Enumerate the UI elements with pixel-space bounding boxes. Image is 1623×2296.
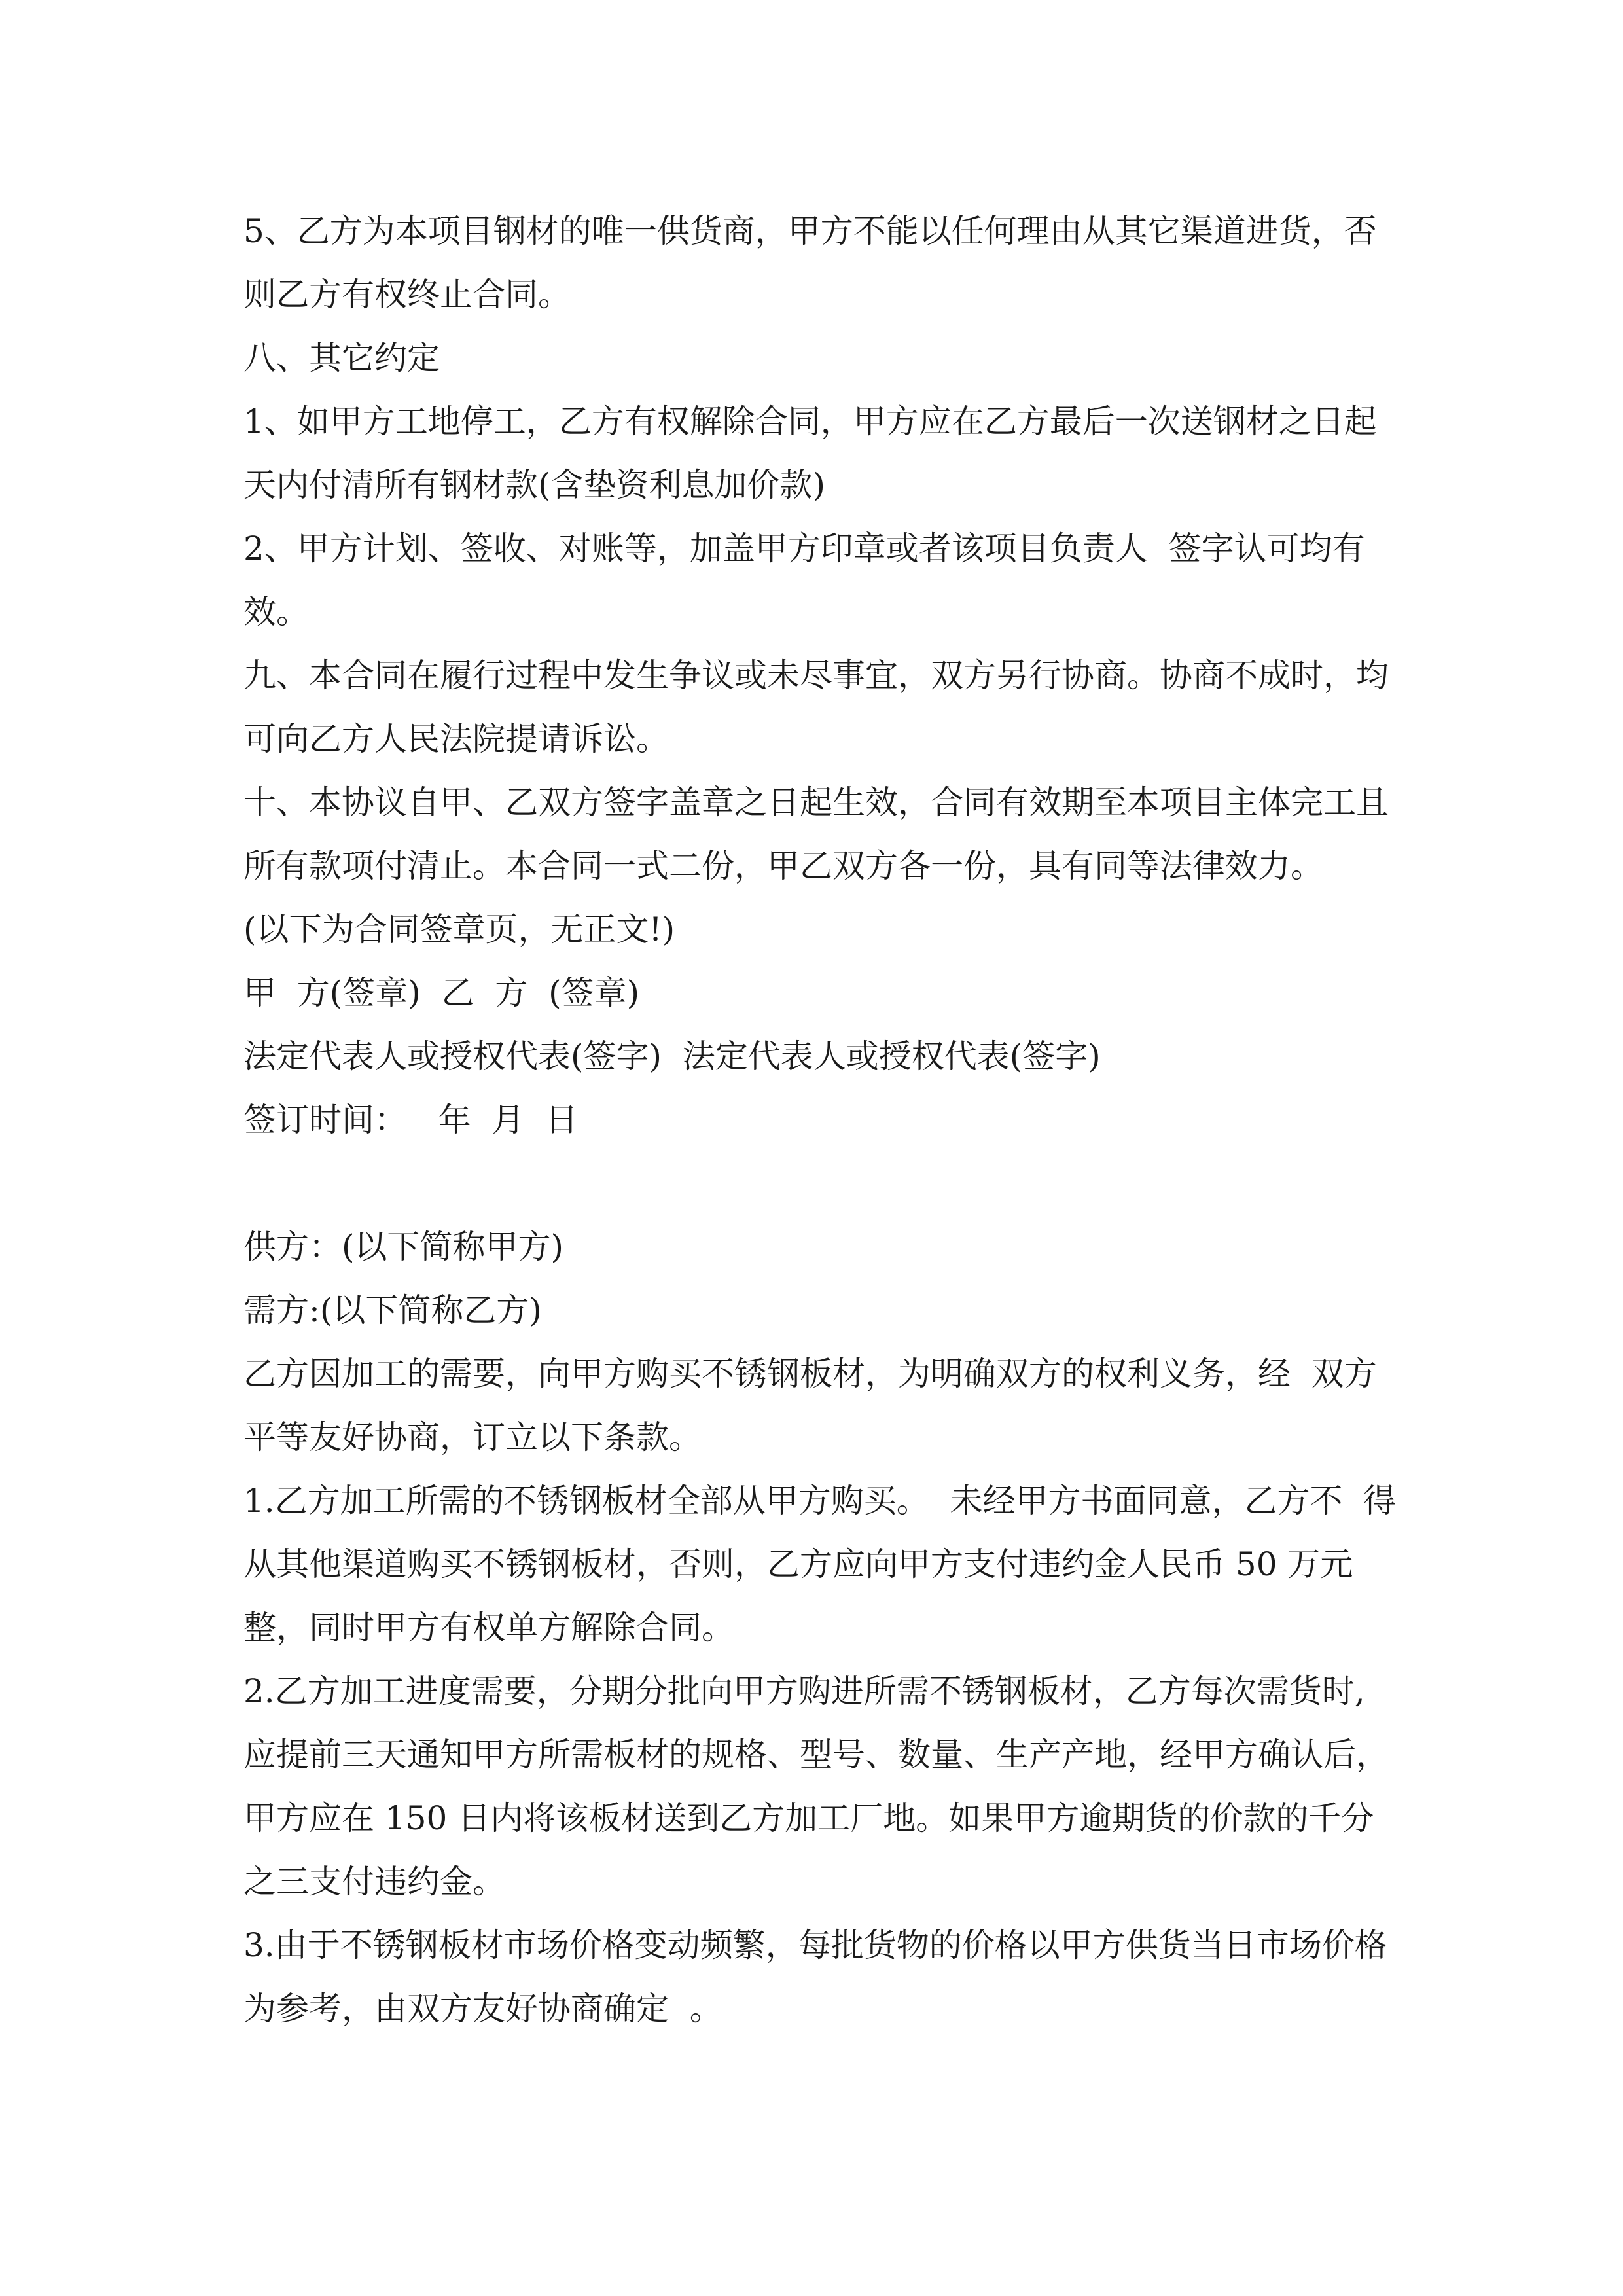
supplier-line: 供方：(以下简称甲方) [243, 1228, 564, 1266]
signature-parties-line: 甲 方(签章) 乙 方 (签章) [243, 974, 640, 1012]
text-line: (以下为合同签章页，无正文!) [243, 910, 675, 948]
text-line: 则乙方有权终止合同。 [243, 276, 571, 314]
signing-date-line: 签订时间： 年 月 日 [243, 1101, 579, 1139]
text-line: 2.乙方加工进度需要，分期分批向甲方购进所需不锈钢板材，乙方每次需货时, [243, 1672, 1365, 1710]
text-line: 乙方因加工的需要，向甲方购买不锈钢板材，为明确双方的权利义务，经 双方 [243, 1355, 1377, 1393]
text-line: 甲方应在 150 日内将该板材送到乙方加工厂地。如果甲方逾期货的价款的千分 [243, 1799, 1374, 1837]
text-line: 3.由于不锈钢板材市场价格变动频繁，每批货物的价格以甲方供货当日市场价格 [243, 1926, 1387, 1964]
text-line: 1、如甲方工地停工，乙方有权解除合同，甲方应在乙方最后一次送钢材之日起 [243, 403, 1377, 440]
section-heading: 八、其它约定 [243, 339, 440, 377]
text-line: 应提前三天通知甲方所需板材的规格、型号、数量、生产产地，经甲方确认后， [243, 1736, 1389, 1774]
text-line: 九、本合同在履行过程中发生争议或未尽事宜，双方另行协商。协商不成时，均 [243, 656, 1389, 694]
document-body [243, 200, 1395, 2041]
text-line: 平等友好协商，订立以下条款。 [243, 1418, 702, 1456]
text-line: 从其他渠道购买不锈钢板材，否则，乙方应向甲方支付违约金人民币 50 万元 [243, 1545, 1353, 1583]
text-line: 天内付清所有钢材款(含垫资利息加价款) [243, 466, 826, 504]
section-gap [243, 1152, 1395, 1215]
text-line: 1.乙方加工所需的不锈钢板材全部从甲方购买。 未经甲方书面同意，乙方不 得 [243, 1482, 1397, 1520]
signature-representatives-line: 法定代表人或授权代表(签字) 法定代表人或授权代表(签字) [243, 1037, 1101, 1075]
text-line: 整，同时甲方有权单方解除合同。 [243, 1609, 734, 1647]
text-line: 效。 [243, 593, 309, 631]
text-line: 可向乙方人民法院提请诉讼。 [243, 720, 669, 758]
text-line: 之三支付违约金。 [243, 1863, 505, 1901]
buyer-line: 需方:(以下简称乙方) [243, 1291, 542, 1329]
text-line: 十、本协议自甲、乙双方签字盖章之日起生效，合同有效期至本项目主体完工且 [243, 783, 1389, 821]
text-line: 为参考，由双方友好协商确定 。 [243, 1990, 722, 2028]
text-line: 5、乙方为本项目钢材的唯一供货商，甲方不能以任何理由从其它渠道进货，否 [243, 212, 1377, 250]
text-line: 所有款项付清止。本合同一式二份，甲乙双方各一份，具有同等法律效力。 [243, 847, 1323, 885]
text-line: 2、甲方计划、签收、对账等，加盖甲方印章或者该项目负责人 签字认可均有 [243, 529, 1365, 567]
